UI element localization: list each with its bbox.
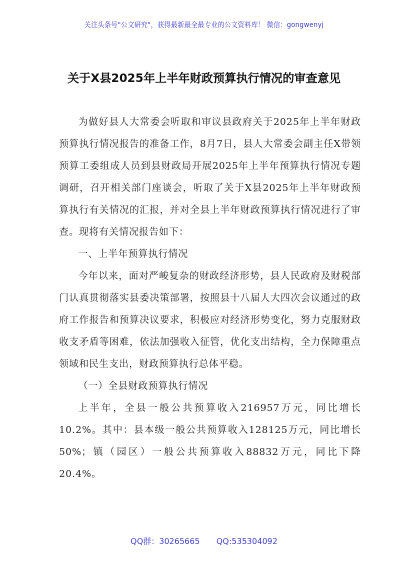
footer-contact: [0, 536, 408, 547]
section-heading-1: 一、上半年预算执行情况: [78, 249, 189, 260]
document-title: 关于X县2025年上半年财政预算执行情况的审查意见: [67, 71, 341, 85]
subsection-heading-1: （一）全县财政预算执行情况: [78, 381, 209, 392]
header-promo-note: 关注头条号"公文研究"，获得最新最全最专业的公文资料库！ 微信：gongwenyj: [84, 21, 324, 29]
footer-qq-group: QQ群：30265665: [130, 537, 200, 546]
subsection-1-paragraph: 上半年，全县一般公共预算收入216957万元，同比增长10.2%。其中：县本级一般公共预算收入128125万元，同比增长50%；镇（园区）一般公共预算收入88832万元，同比下降20.4%。: [59, 403, 361, 480]
document-body: [59, 112, 361, 486]
intro-paragraph: 为做好县人大常委会听取和审议县政府关于2025年上半年财政预算执行情况报告的准备工作，8月7日，县人大常委会副主任X带领预算工委组成人员到县财政局开展2025年上半年预算执行情况专题调研，召开相关部门座谈会，听取了关于X县2025年上半年财政预算执行有关情况的汇报，并对全县上半年财政预算执行情况进行了审查。现将有关情况报告如下：: [59, 117, 361, 238]
section-1-paragraph: 今年以来，面对严峻复杂的财政经济形势，县人民政府及财税部门认真贯彻落实县委决策部署，按照县十八届人大四次会议通过的政府工作报告和预算决议要求，积极应对经济形势变化，努力克服财政收支矛盾等困难，依法加强收入征管，优化支出结构，全力保障重点领域和民生支出，财政预算执行总体平稳。: [59, 271, 361, 370]
footer-qq: QQ:535304092: [216, 537, 278, 546]
